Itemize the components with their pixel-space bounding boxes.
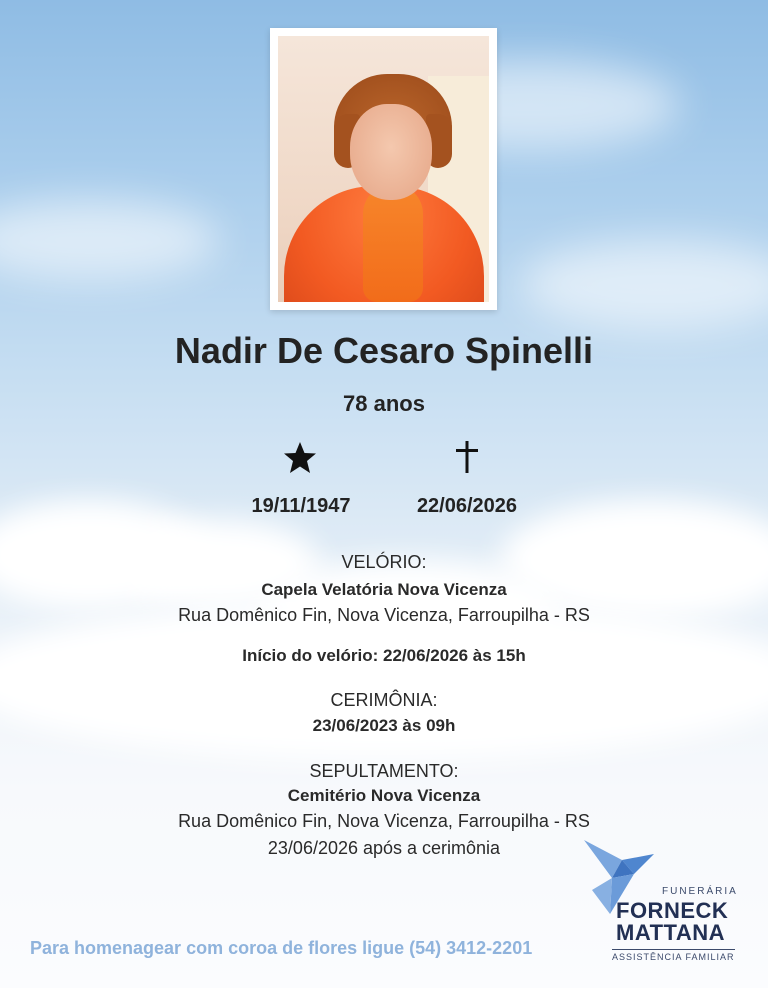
funeral-home-logo [582, 838, 742, 968]
velorio-place: Capela Velatória Nova Vicenza [261, 580, 507, 599]
cerimonia-heading: CERIMÔNIA: [330, 690, 438, 710]
sepultamento-address: Rua Domênico Fin, Nova Vicenza, Farroupilha - RS [178, 811, 590, 831]
logo-line-1: FORNECK [616, 898, 729, 923]
sepultamento-place: Cemitério Nova Vicenza [287, 786, 481, 805]
sepultamento-heading: SEPULTAMENTO: [309, 761, 459, 781]
portrait-frame [270, 28, 497, 310]
cloud [520, 240, 768, 330]
velorio-heading: VELÓRIO: [341, 552, 427, 572]
death-date: 22/06/2026 [416, 495, 518, 517]
cloud [0, 200, 220, 280]
birth-date: 19/11/1947 [251, 495, 351, 517]
person-name: Nadir De Cesaro Spinelli [174, 330, 594, 371]
cross-icon [454, 440, 480, 474]
velorio-address: Rua Domênico Fin, Nova Vicenza, Farroupilha - RS [178, 605, 590, 625]
footer-phone-text: Para homenagear com coroa de flores ligue (54) 3412-2201 [30, 938, 533, 958]
portrait-photo [278, 36, 489, 302]
logo-subtitle: ASSISTÊNCIA FAMILIAR [612, 949, 735, 962]
star-icon [283, 440, 317, 476]
velorio-start: Início do velório: 22/06/2026 às 15h [242, 646, 526, 665]
person-age: 78 anos [343, 391, 425, 416]
sepultamento-datetime: 23/06/2026 após a cerimônia [267, 838, 501, 858]
logo-small-text: FUNERÁRIA [662, 886, 738, 897]
cerimonia-datetime: 23/06/2023 às 09h [312, 716, 456, 735]
logo-line-2: MATTANA [616, 920, 725, 945]
